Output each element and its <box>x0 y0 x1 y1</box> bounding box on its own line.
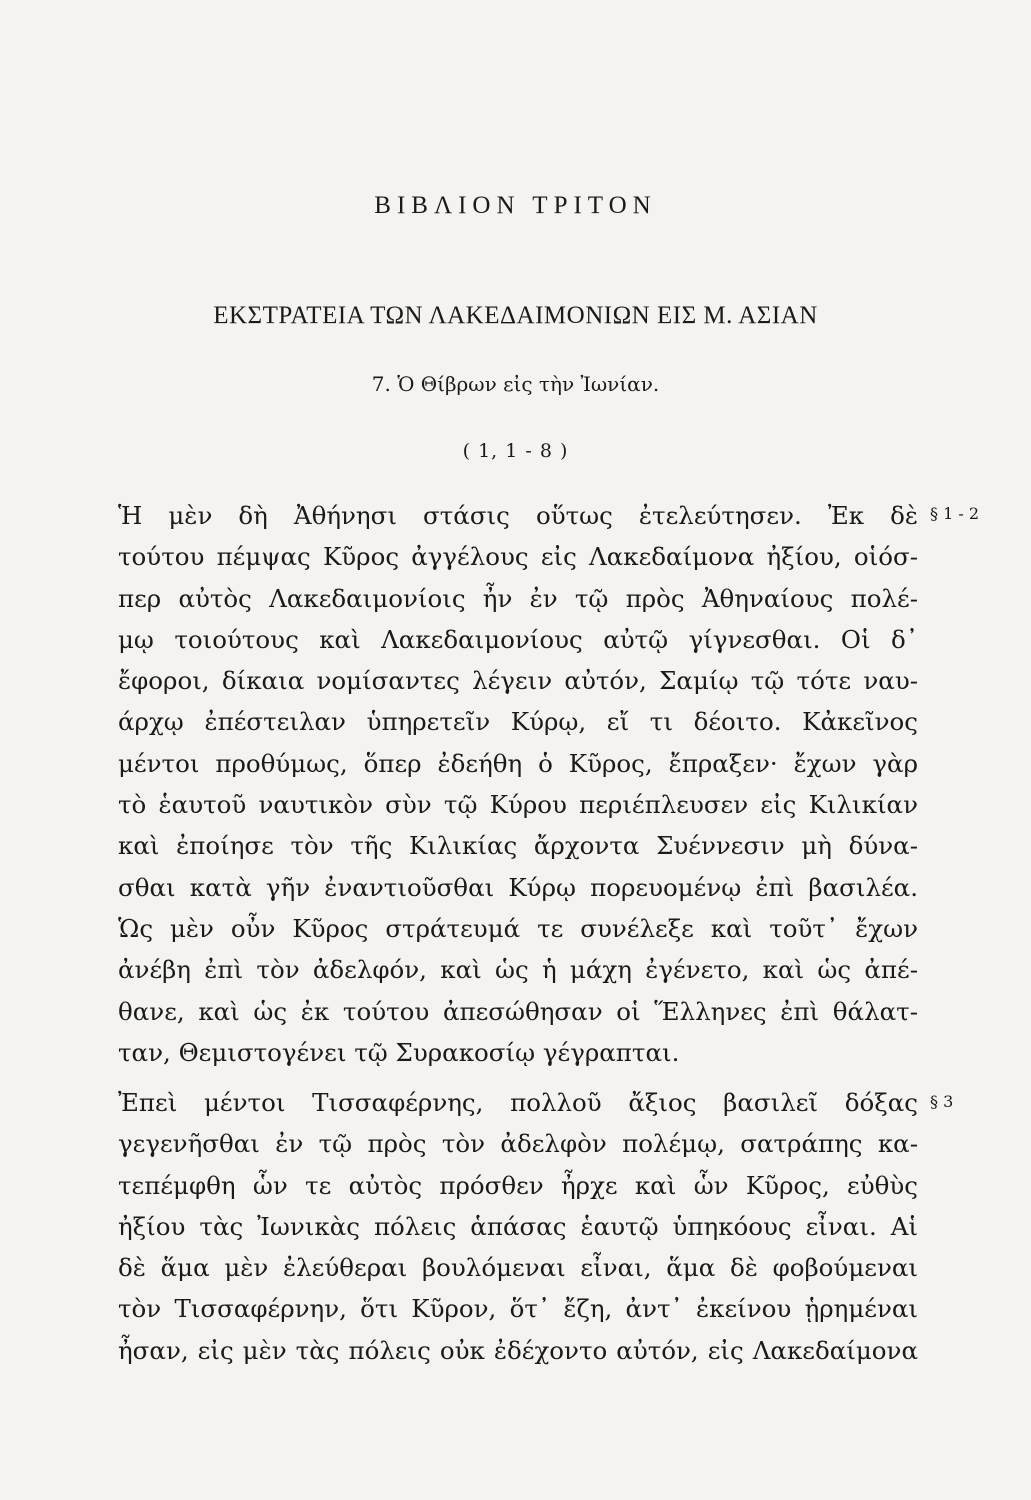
book-title: ΒΙΒΛΙΟΝ ΤΡΙΤΟΝ <box>374 192 657 219</box>
text-line: τεπέμφθη ὧν τε αὐτὸς πρόσθεν ἦρχε καὶ ὧν Κῦρος, εὐθὺς <box>118 1170 918 1200</box>
text-line: τούτου πέμψας Κῦρος ἀγγέλους εἰς Λακεδαίμονα ἠξίου, οἱόσ- <box>118 542 918 572</box>
text-line: ταν, Θεμιστογένει τῷ Συρακοσίῳ γέγραπται. <box>118 1037 680 1067</box>
chapter-title: ΕΚΣΤΡΑΤΕΙΑ ΤΩΝ ΛΑΚΕΔΑΙΜΟΝΙΩΝ ΕΙΣ Μ. ΑΣΙΑΝ <box>213 302 818 329</box>
text-line: γεγενῆσθαι ἐν τῷ πρὸς τὸν ἀδελφὸν πολέμῳ, σατράπης κα- <box>118 1129 918 1159</box>
margin-section-note: § 1 - 2 <box>930 504 980 523</box>
text-line: καὶ ἐποίησε τὸν τῆς Κιλικίας ἄρχοντα Συέννεσιν μὴ δύνα- <box>118 831 918 861</box>
section-heading: 7. Ὁ Θίβρων εἰς τὴν Ἰωνίαν. <box>371 372 660 396</box>
text-line: τὸ ἑαυτοῦ ναυτικὸν σὺν τῷ Κύρου περιέπλευσεν εἰς Κιλικίαν <box>118 790 918 820</box>
text-line: ἦσαν, εἰς μὲν τὰς πόλεις οὐκ ἐδέχοντο αὐτόν, εἰς Λακεδαίμονα <box>118 1335 918 1365</box>
text-line: σθαι κατὰ γῆν ἐναντιοῦσθαι Κύρῳ πορευομένῳ ἐπὶ βασιλέα. <box>118 872 918 902</box>
text-line: άρχῳ ἐπέστειλαν ὑπηρετεῖν Κύρῳ, εἴ τι δέοιτο. Κἀκεῖνος <box>118 707 918 737</box>
text-line: τὸν Τισσαφέρνην, ὅτι Κῦρον, ὅτ᾽ ἔζη, ἀντ᾽ ἐκείνου ᾑρημέναι <box>118 1294 918 1324</box>
text-line: ἠξίου τὰς Ἰωνικὰς πόλεις ἁπάσας ἑαυτῷ ὑπηκόους εἶναι. Αἱ <box>118 1211 918 1241</box>
paragraph-1 <box>118 495 918 1073</box>
text-line: μέντοι προθύμως, ὅπερ ἐδεήθη ὁ Κῦρος, ἔπραξεν· ἔχων γὰρ <box>118 748 918 778</box>
text-line: Ἡ μὲν δὴ Ἀθήνησι στάσις οὕτως ἐτελεύτησεν. Ἐκ δὲ <box>118 501 918 530</box>
text-line: Ὡς μὲν οὖν Κῦρος στράτευμά τε συνέλεξε καὶ τοῦτ᾽ ἔχων <box>118 913 918 943</box>
text-line: ἔφοροι, δίκαια νομίσαντες λέγειν αὐτόν, Σαμίῳ τῷ τότε ναυ- <box>118 666 918 696</box>
text-line: περ αὐτὸς Λακεδαιμονίοις ἦν ἐν τῷ πρὸς Ἀθηναίους πολέ- <box>118 583 918 613</box>
paragraph-2 <box>118 1082 918 1371</box>
text-line: δὲ ἅμα μὲν ἐλεύθεραι βουλόμεναι εἶναι, ἅμα δὲ φοβούμεναι <box>118 1253 918 1283</box>
section-range: ( 1, 1 - 8 ) <box>462 440 569 462</box>
margin-section-note: § 3 <box>930 1092 954 1111</box>
text-line: μῳ τοιούτους καὶ Λακεδαιμονίους αὐτῷ γίγνεσθαι. Οἱ δ᾽ <box>118 624 918 654</box>
text-line: ἀνέβη ἐπὶ τὸν ἀδελφόν, καὶ ὡς ἡ μάχη ἐγένετο, καὶ ὡς ἀπέ- <box>118 955 918 985</box>
text-line: θανε, καὶ ὡς ἐκ τούτου ἀπεσώθησαν οἱ Ἕλληνες ἐπὶ θάλατ- <box>118 996 918 1026</box>
text-line: Ἐπεὶ μέντοι Τισσαφέρνης, πολλοῦ ἄξιος βασιλεῖ δόξας <box>118 1088 918 1117</box>
